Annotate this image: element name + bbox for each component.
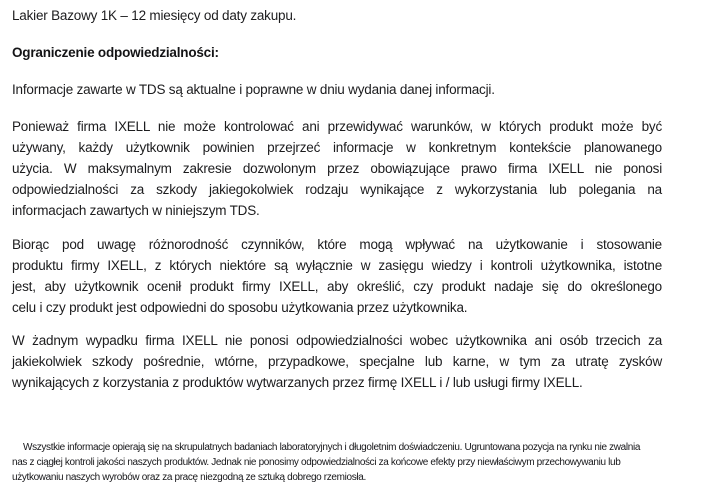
text-line: użycia. W maksymalnym zakresie dozwolonym przez obowiązujące prawo firma IXELL nie ponosi <box>12 161 662 176</box>
footer-disclaimer <box>12 440 662 485</box>
text-line: produktu firmy IXELL, z których niektóre są wyłącznie w zasięgu wiedzy i kontroli użytkownika, istotne <box>12 258 662 273</box>
section-heading: Ograniczenie odpowiedzialności: <box>12 45 219 60</box>
paragraph-liability-conditions <box>12 116 662 221</box>
text-line: odpowiedzialności za szkody jakiegokolwiek rodzaju wynikające z wykorzystania lub polegania na <box>12 182 662 197</box>
text-line: jakiekolwiek szkody pośrednie, wtórne, przypadkowe, specjalne lub karne, w tym za utratę zysków <box>12 354 662 369</box>
text-line: celu i czy produkt jest odpowiedni do sposobu użytkowania przez użytkownika. <box>12 300 468 315</box>
text-line: jest, aby użytkownik ocenił produkt firmy IXELL, aby określić, czy produkt nadaje się do określonego <box>12 279 662 294</box>
paragraph-no-liability-damages <box>12 330 662 393</box>
text-line: używany, każdy użytkownik powinien przejrzeć informacje w konkretnym kontekście planowanego <box>12 140 662 155</box>
text-line: wynikających z korzystania z produktów wytwarzanych przez firmę IXELL i / lub usługi firmy IXELL. <box>12 375 583 390</box>
intro-line: Informacje zawarte w TDS są aktualne i poprawne w dniu wydania danej informacji. <box>12 82 495 97</box>
text-line: informacjach zawartych w niniejszym TDS. <box>12 203 260 218</box>
text-line: Wszystkie informacje opierają się na skrupulatnych badaniach laboratoryjnych i długoletnim doświadczeniu. Ugruntowana pozycja na rynku nie zwalnia <box>23 442 641 453</box>
text-line: Ponieważ firma IXELL nie może kontrolować ani przewidywać warunków, w których produkt może być <box>12 119 662 134</box>
text-line: użytkowaniu naszych wyrobów oraz za pracę niezgodną ze sztuką dobrego rzemiosła. <box>12 472 366 483</box>
paragraph-user-evaluation <box>12 234 662 318</box>
shelf-life-line: Lakier Bazowy 1K – 12 miesięcy od daty zakupu. <box>12 8 297 23</box>
text-line: W żadnym wypadku firma IXELL nie ponosi odpowiedzialności wobec użytkownika ani osób trzecich za <box>12 333 662 348</box>
text-line: Biorąc pod uwagę różnorodność czynników, które mogą wpływać na użytkowanie i stosowanie <box>12 237 662 252</box>
text-line: nas z ciągłej kontroli jakości naszych produktów. Jednak nie ponosimy odpowiedzialności za końcowe efekty przy niewłaściwym przechowywaniu lub <box>12 457 621 468</box>
